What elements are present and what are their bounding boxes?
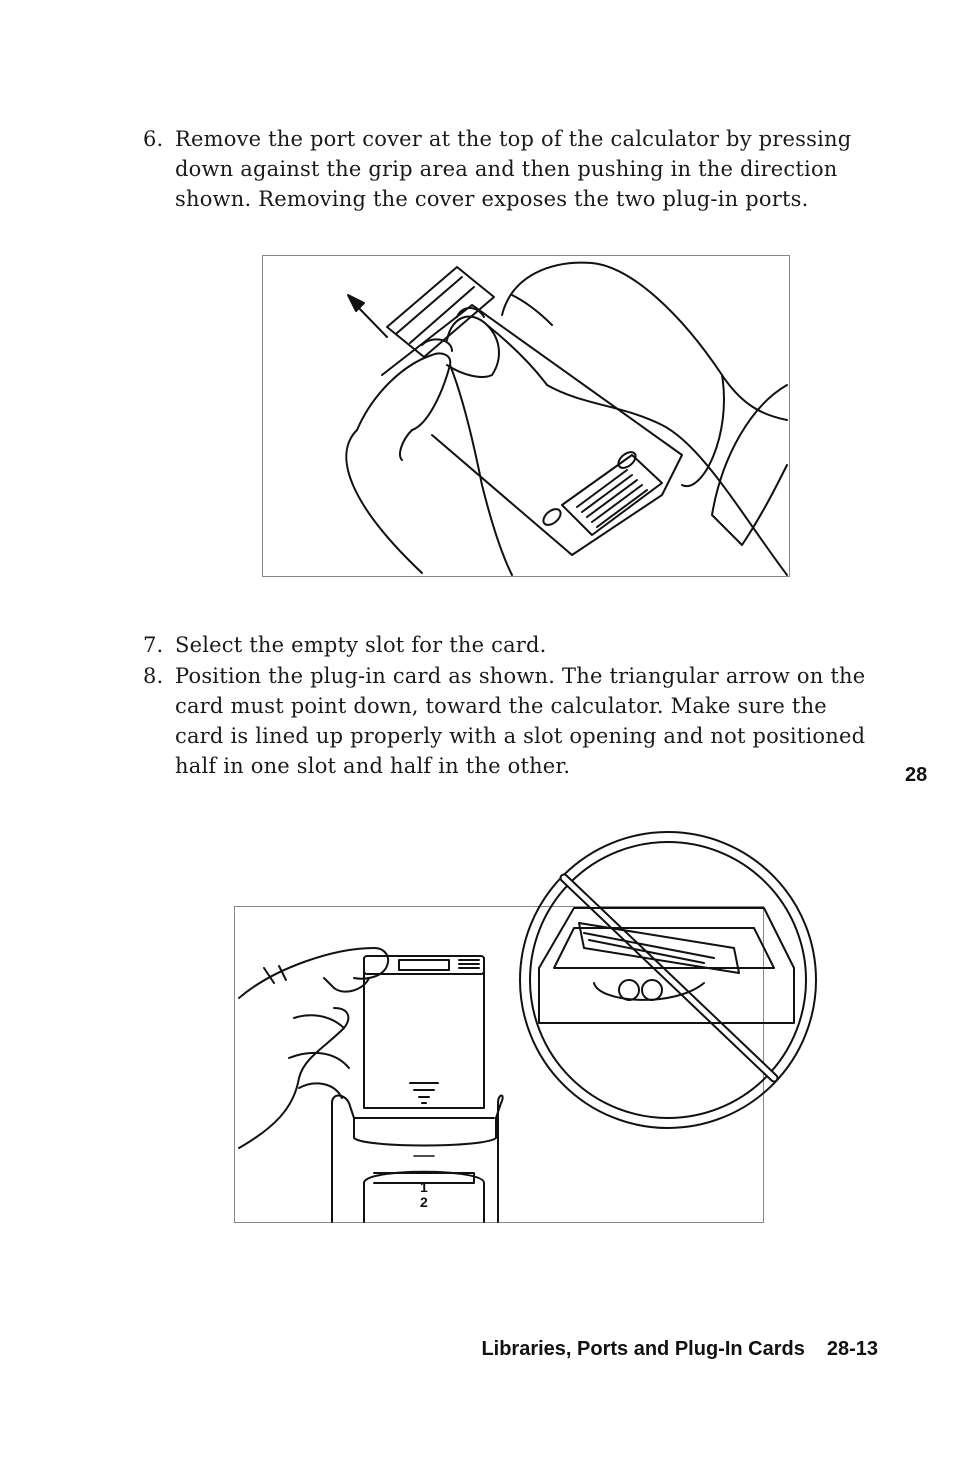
page-footer — [481, 1338, 878, 1361]
step-text: Position the plug-in card as shown. The triangular arrow on the card must point down, toward the calculator. Make sure the card is lined up properly with a slot opening and not positioned half in one slot and half in the other. — [175, 664, 866, 778]
footer-title: Libraries, Ports and Plug-In Cards — [481, 1338, 805, 1360]
plug-in-card — [364, 956, 484, 1108]
step-7 — [143, 630, 878, 660]
step-text: Remove the port cover at the top of the calculator by pressing down against the grip area and then pushing in the direction shown. Removing the cover exposes the two plug-in ports. — [175, 127, 852, 211]
step-number: 7. — [143, 633, 164, 657]
slot-2-label: 2 — [420, 1194, 428, 1210]
step-number: 8. — [143, 664, 164, 688]
direction-arrow-icon — [348, 295, 387, 337]
card-insertion-illustration — [234, 818, 824, 1224]
port-cover-removal-illustration — [262, 255, 790, 577]
step-6 — [143, 124, 878, 214]
page-number: 28-13 — [826, 1338, 878, 1360]
prohibition-icon — [520, 832, 816, 1128]
step-8 — [143, 661, 878, 781]
step-number: 6. — [143, 127, 164, 151]
chapter-tab: 28 — [905, 764, 928, 786]
step-text: Select the empty slot for the card. — [175, 633, 547, 657]
triangular-arrow-icon — [410, 1083, 438, 1103]
slot-1-label: 1 — [420, 1179, 428, 1195]
